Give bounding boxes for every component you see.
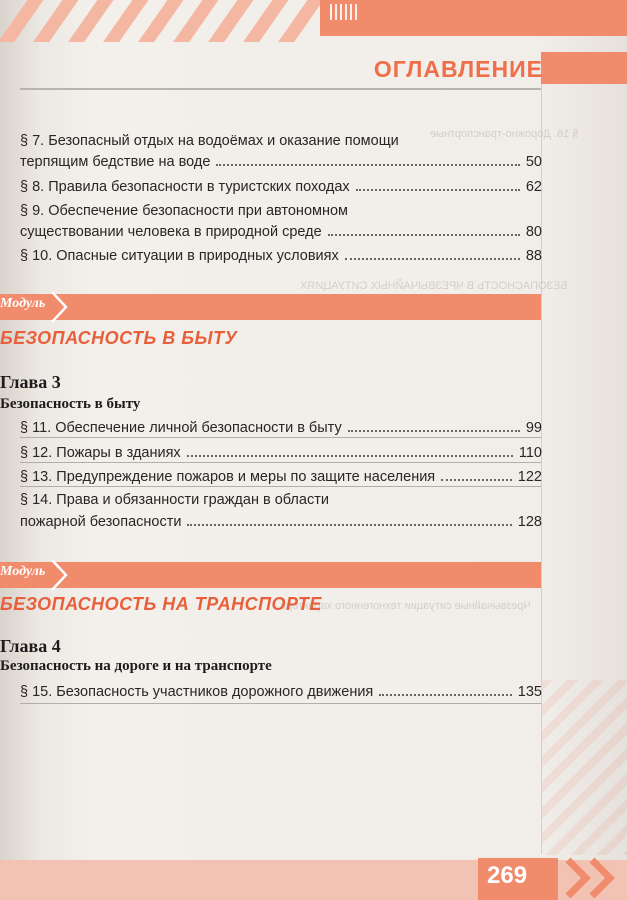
toc-entry-11-page: 99 [525,420,542,436]
top-orange-band [320,0,627,36]
toc-entry-7-line2: терпящим бедствие на воде [20,154,211,170]
chevron-right-icon [50,290,68,324]
row-divider [20,703,541,704]
chevron-right-icon [50,558,68,592]
chapter-3-subtitle: Безопасность в быту [0,396,141,412]
toc-entry-8[interactable] [20,175,542,195]
header-divider [20,88,541,90]
module-tag: Модуль [0,564,46,579]
leader-dots [348,429,520,432]
toc-entry-14[interactable] [20,510,542,530]
toc-entry-7-line1: § 7. Безопасный отдых на водоёмах и оказание помощи [20,133,399,149]
toc-entry-12-page: 110 [518,445,542,461]
toc-entry-15-text: § 15. Безопасность участников дорожного движения [20,684,374,700]
toc-entry-13-page: 122 [517,469,542,485]
toc-entry-10-text: § 10. Опасные ситуации в природных условиях [20,248,339,264]
row-divider [20,486,541,487]
toc-entry-9-line2: существовании человека в природной среде [20,224,322,240]
header-accent-block [541,52,627,84]
show-through-text: БЕЗОПАСНОСТЬ В ЧРЕЗВЫЧАЙНЫХ СИТУАЦИЯХ [300,280,568,292]
chapter-3-label: Глава 3 [0,372,61,392]
toc-entry-11[interactable] [20,416,542,436]
toc-entry-9-page: 80 [525,224,542,240]
show-through-text: § 16. Дорожно-транспортные [430,128,579,140]
chapter-4-label: Глава 4 [0,636,61,656]
toc-entry-15-page: 135 [517,684,542,700]
show-through-text: Чрезвычайные ситуации техногенного характера [280,600,531,612]
toc-entry-14-line2: пожарной безопасности [20,514,182,530]
toc-entry-8-page: 62 [525,179,542,195]
chapter-4-subtitle: Безопасность на дороге и на транспорте [0,658,272,674]
leader-dots [187,454,513,457]
toc-entry-13-text: § 13. Предупреждение пожаров и меры по защите населения [20,469,436,485]
row-divider [20,437,541,438]
toc-entry-12[interactable] [20,441,542,461]
leader-dots [328,233,520,236]
module-title-1: БЕЗОПАСНОСТЬ В БЫТУ [0,328,238,348]
leader-dots [356,188,520,191]
side-decorative-stripes [542,680,627,855]
leader-dots [379,693,512,696]
toc-entry-15[interactable] [20,680,542,700]
toc-entry-10-page: 88 [525,248,542,264]
module-bar [0,562,541,588]
leader-dots [216,163,519,166]
toc-entry-14-line1: § 14. Права и обязанности граждан в области [20,492,329,508]
module-bar [0,294,541,320]
module-banner-1 [0,294,541,320]
toc-entry-7-page: 50 [525,154,542,170]
toc-entry-9[interactable] [20,220,542,240]
toc-entry-13[interactable] [20,465,542,485]
toc-entry-7[interactable] [20,150,542,170]
leader-dots [187,523,511,526]
toc-entry-10[interactable] [20,244,542,264]
toc-entry-8-text: § 8. Правила безопасности в туристских походах [20,179,350,195]
page-title: ОГЛАВЛЕНИЕ [373,56,543,82]
leader-dots [441,478,512,481]
toc-entry-11-text: § 11. Обеспечение личной безопасности в быту [20,420,342,436]
double-chevron-right-icon [560,856,627,900]
module-banner-2 [0,562,541,588]
row-divider [20,462,541,463]
leader-dots [345,257,520,260]
page-number: 269 [487,862,528,889]
module-tag: Модуль [0,296,46,311]
toc-entry-9-line1: § 9. Обеспечение безопасности при автономном [20,203,349,219]
toc-entry-14-page: 128 [517,514,542,530]
toc-entry-12-text: § 12. Пожары в зданиях [20,445,181,461]
module-title-2: БЕЗОПАСНОСТЬ НА ТРАНСПОРТЕ [0,594,322,614]
